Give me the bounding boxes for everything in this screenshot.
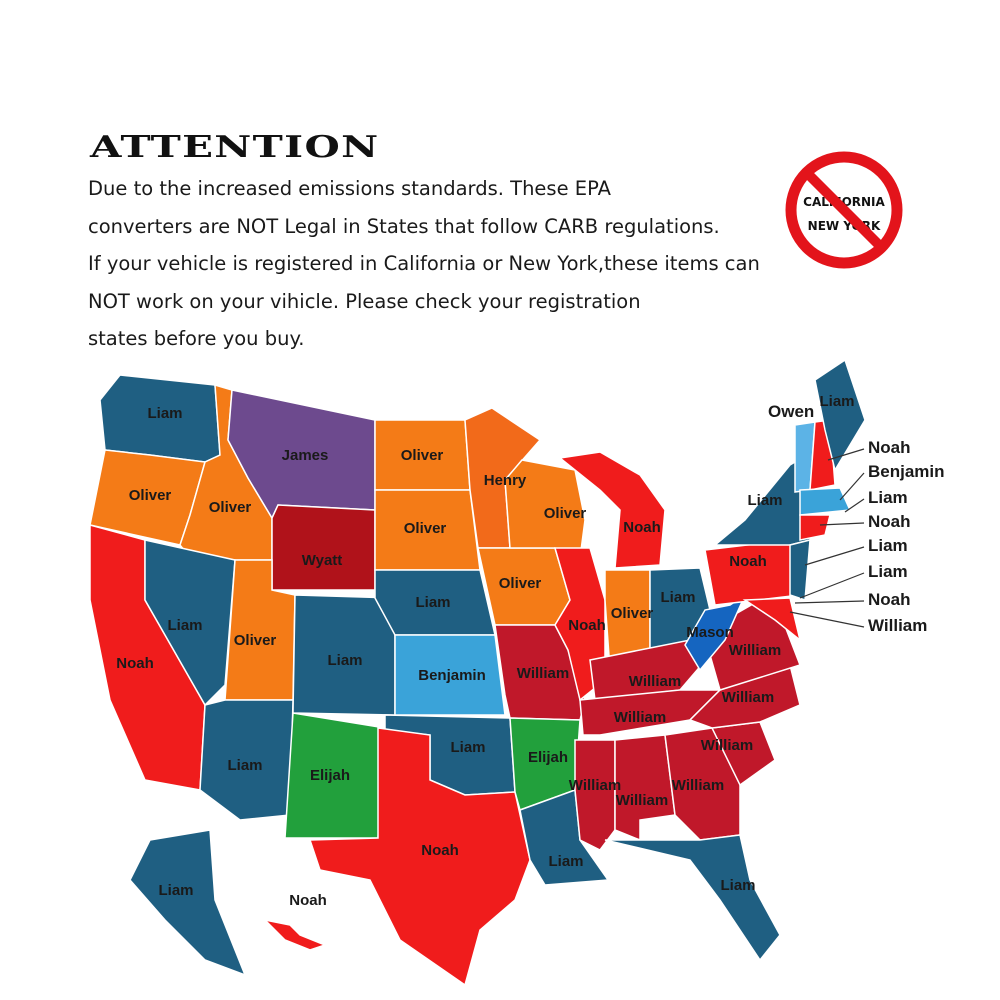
state-ct (800, 515, 830, 540)
state-label-sd: Oliver (403, 520, 447, 537)
callout-nh: Noah (868, 438, 911, 457)
sign-new-york-text: NEW YORK (807, 219, 881, 233)
notice-line: If your vehicle is registered in California or New York,these items can (88, 252, 760, 276)
prohibition-slash (806, 172, 882, 248)
state-label-mt: James (281, 447, 329, 464)
state-label-az: Liam (227, 757, 263, 774)
leader-line-de (800, 573, 864, 598)
state-label-al: William (615, 792, 669, 809)
state-label-tn: William (613, 709, 667, 726)
state-label-id: Oliver (208, 499, 252, 516)
sign-california-text: CALIFORNIA (803, 195, 885, 209)
leader-line-ma (840, 473, 864, 500)
attention-heading: ATTENTION (90, 130, 380, 165)
state-label-wy: Wyatt (301, 552, 343, 569)
state-label-pa: Noah (729, 553, 767, 570)
state-label-ok: Liam (450, 739, 486, 756)
state-label-mn: Henry (483, 472, 527, 489)
state-label-in: Oliver (610, 605, 654, 622)
state-label-ut: Oliver (233, 632, 277, 649)
leader-line-dc (790, 612, 864, 627)
state-label-il: Noah (568, 617, 606, 634)
state-wy (272, 505, 375, 590)
callout-dc: William (868, 616, 928, 635)
leader-line-nj (805, 547, 864, 565)
state-label-la: Liam (548, 853, 584, 870)
state-label-ga: William (671, 777, 725, 794)
state-label-mi: Noah (623, 519, 661, 536)
state-label-wa: Liam (147, 405, 183, 422)
state-label-ne: Liam (415, 594, 451, 611)
state-label-ms: William (568, 777, 622, 794)
state-nj (790, 540, 810, 600)
us-baby-names-map (60, 350, 960, 1000)
state-fl (605, 835, 780, 960)
state-pa (705, 540, 800, 605)
state-label-sc: William (700, 737, 754, 754)
state-label-me: Liam (819, 393, 855, 410)
state-label-wi: Oliver (543, 505, 587, 522)
state-hi (265, 920, 325, 950)
callout-ma: Benjamin (868, 462, 945, 481)
state-ak (130, 830, 245, 975)
callout-md: Noah (868, 590, 911, 609)
callout-ri: Liam (868, 488, 908, 507)
notice-line: Due to the increased emissions standards. These EPA (88, 177, 611, 200)
state-ms (575, 740, 615, 850)
callout-ct: Noah (868, 512, 911, 531)
state-label-va: William (728, 642, 782, 659)
state-label-ia: Oliver (498, 575, 542, 592)
state-label-mo: William (516, 665, 570, 682)
state-label-fl: Liam (720, 877, 756, 894)
emissions-notice (88, 170, 808, 358)
state-label-co: Liam (327, 652, 363, 669)
state-label-ca: Noah (116, 655, 154, 672)
callout-de: Liam (868, 562, 908, 581)
notice-line: states before you buy. (88, 327, 305, 351)
state-label-nc: William (721, 689, 775, 706)
state-label-ar: Elijah (527, 749, 569, 766)
notice-line: NOT work on your vihicle. Please check your registration (88, 289, 641, 313)
state-label-ny: Liam (747, 492, 783, 509)
state-label-ky: William (628, 673, 682, 690)
state-label-tx: Noah (421, 842, 459, 859)
state-label-oh: Liam (660, 589, 696, 606)
state-al (615, 735, 675, 840)
state-label-nv: Liam (167, 617, 203, 634)
state-ma (800, 488, 850, 515)
state-label-nm: Elijah (309, 767, 351, 784)
state-label-ak: Liam (158, 882, 194, 899)
state-label-or: Oliver (128, 487, 172, 504)
callout-nj: Liam (868, 536, 908, 555)
state-label-wv: Mason (686, 624, 734, 641)
prohibition-sign (784, 150, 904, 270)
state-label-ks: Benjamin (418, 667, 486, 684)
callout-vt: Owen (768, 402, 815, 421)
state-label-nd: Oliver (400, 447, 444, 464)
state-label-hi: Noah (289, 892, 327, 909)
leader-line-md (795, 601, 864, 603)
notice-line: converters are NOT Legal in States that follow CARB regulations. (88, 214, 720, 238)
